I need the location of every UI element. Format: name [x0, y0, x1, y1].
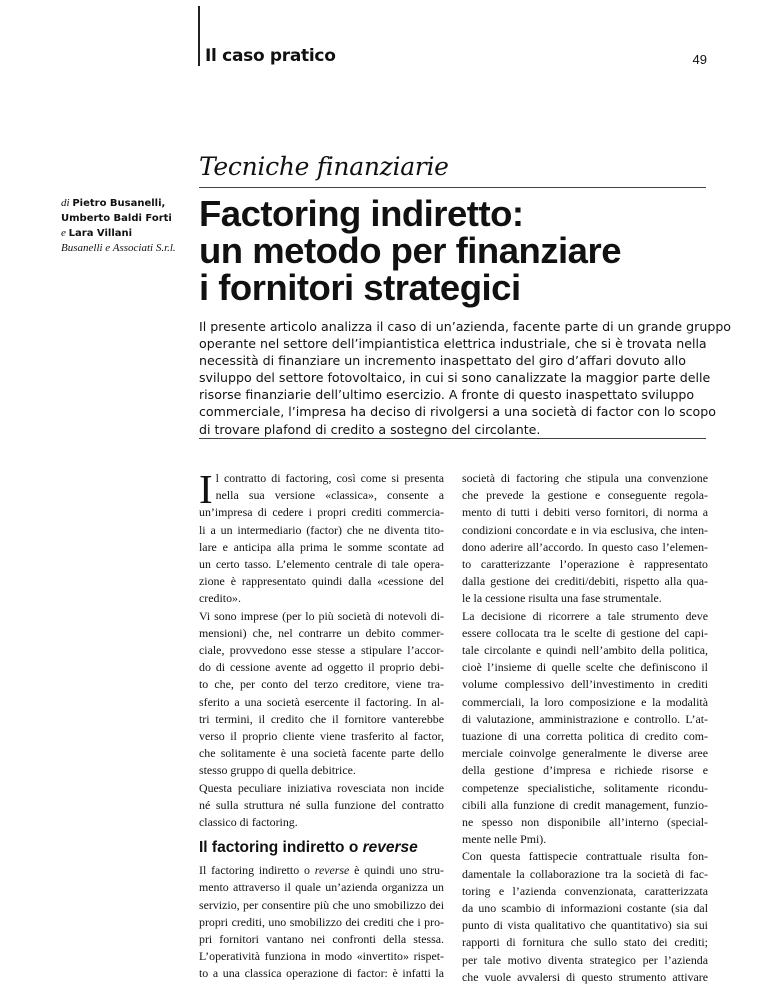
- body-line: to a una classica operazione di factor: è infatti la: [199, 966, 444, 981]
- body-line: zione è rappresentato quindi dalla «cessione del: [199, 574, 444, 589]
- body-line: servizio, per consentire più che uno smobilizzo dei: [199, 897, 444, 912]
- body-line: pri fornitori vantano nei confronti della stessa.: [199, 932, 444, 947]
- body-line: mensioni) che, nel contrarre un debito commer-: [199, 625, 444, 640]
- section-divider-bottom: [199, 438, 706, 439]
- abstract-line: Il presente articolo analizza il caso di un’azienda, facente parte di un grande gruppo: [199, 319, 732, 334]
- body-line: verso il proprio cliente viene trasferito al factor,: [199, 729, 444, 744]
- body-line: né sulla struttura né sulla funzione del contratto: [199, 797, 444, 812]
- body-line: do di cessione avente ad oggetto il proprio debi-: [199, 660, 444, 675]
- body-line: le la cessione risulta una fase strumentale.: [462, 591, 662, 606]
- body-line: che vuole avvalersi di questo strumento attivare: [462, 969, 708, 984]
- title-line: Factoring indiretto:: [199, 193, 524, 234]
- body-line: li a un intermediario (factor) che ne diventa tito-: [199, 522, 444, 537]
- body-line: ciale, provvedono esse stesse a stipulare l’accor-: [199, 643, 444, 658]
- article-title: [199, 195, 719, 306]
- body-line: propri crediti, uno smobilizzo dei crediti che i pro-: [199, 914, 444, 929]
- abstract-line: risorse finanziarie dell’ultimo esercizio. A fronte di questo inaspettato sviluppo: [199, 387, 695, 403]
- body-line: tuazione di una corretta politica di credito com-: [462, 729, 708, 744]
- paragraph: [462, 470, 708, 608]
- body-line: punto di vista qualitativo che quantitativo) sia sui: [462, 918, 708, 933]
- body-line: mento di tutti i debiti verso fornitori, di norma a: [462, 505, 708, 520]
- body-line: della gestione d’impresa e richiede risorse e: [462, 763, 708, 778]
- section-label: Tecniche finanziarie: [199, 152, 449, 181]
- paragraph: [462, 608, 708, 849]
- body-line: società di factoring che stipula una convenzione: [462, 471, 708, 485]
- paragraph: [462, 848, 708, 986]
- body-line: un certo tasso. L’elemento centrale di tale opera-: [199, 557, 444, 572]
- body-line: Il factoring indiretto o reverse è quindi uno stru-: [199, 863, 444, 878]
- header-vertical-rule: [198, 6, 200, 66]
- body-line: toring e l’azienda convenzionata, caratterizzata: [462, 883, 708, 898]
- body-line: mente nelle Pmi).: [462, 832, 547, 847]
- subheading: [199, 837, 444, 859]
- body-column-right: [462, 470, 708, 986]
- body-line: credito».: [199, 591, 241, 606]
- abstract-line: sviluppo del settore fotovoltaico, in cui si sono canalizzate la maggior parte delle: [199, 370, 711, 386]
- body-line: Questa peculiare iniziativa rovesciata non incide: [199, 780, 444, 795]
- abstract-line: commerciale, l’impresa ha deciso di rivolgersi a una società di factor con lo scopo: [199, 404, 716, 420]
- body-line: commerciali, la loro composizione e la modalità: [462, 694, 708, 709]
- body-column-left: [199, 466, 444, 983]
- body-line: cibili alla funzione di credit management, funzio-: [462, 797, 708, 812]
- section-divider-top: [199, 187, 706, 188]
- paragraph: [199, 780, 444, 832]
- subheading-text: Il factoring indiretto o: [199, 839, 363, 857]
- body-line: dono aderire all’accordo. In questo caso l’elemen-: [462, 539, 708, 554]
- body-line: Con questa fattispecie contrattuale risulta fon-: [462, 849, 708, 864]
- body-line: che solitamente è una società facente parte dello: [199, 746, 444, 761]
- body-line: Vi sono imprese (per lo più società di notevoli di-: [199, 608, 444, 623]
- body-line: condizioni concordate e in via esclusiva, che inten-: [462, 522, 708, 537]
- body-line: La decisione di ricorrere a tale strumento deve: [462, 608, 708, 623]
- body-line: to che, per conto del terzo creditore, viene tra-: [199, 677, 444, 692]
- body-line: l contratto di factoring, così come si presenta: [215, 471, 444, 485]
- title-line: i fornitori strategici: [199, 267, 521, 308]
- body-line: mento attraverso il quale un’azienda organizza un: [199, 880, 444, 895]
- body-line: tri termini, il credito che il fornitore vanterebbe: [199, 711, 444, 726]
- body-line: volume complessivo dell’investimento in crediti: [462, 677, 708, 692]
- body-line: che prevede la gestione e conseguente regola-: [462, 488, 708, 503]
- byline-di: di: [61, 197, 70, 209]
- abstract-line: necessità di finanziare un incremento inaspettato del giro d’affari dovuto allo: [199, 353, 687, 369]
- running-header-title: Il caso pratico: [205, 46, 336, 66]
- paragraph: [199, 608, 444, 780]
- body-line: stesso gruppo di quella debitrice.: [199, 763, 356, 778]
- byline-author-3: Lara Villani: [68, 228, 133, 239]
- body-line: rapporti di fornitura che sullo stato dei crediti;: [462, 935, 708, 950]
- body-line: damentale la collaborazione tra la società di fac-: [462, 866, 708, 881]
- body-line: to caratterizzante l’operazione è rappresentato: [462, 557, 708, 572]
- byline-author-1: Pietro Busanelli: [72, 198, 162, 209]
- subheading-italic: reverse: [362, 839, 418, 857]
- abstract-line: di trovare plafond di credito a sostegno del circolante.: [199, 421, 541, 437]
- body-line: classico di factoring.: [199, 815, 298, 830]
- body-line: merciale coinvolge generalmente le diverse aree: [462, 746, 708, 761]
- body-line: nella sua versione «classica», consente a: [215, 488, 444, 503]
- body-line: competenze specialistiche, solitamente ricondu-: [462, 780, 708, 795]
- body-line: di valutazione, amministrazione e controllo. L’at-: [462, 711, 708, 726]
- byline-affiliation: Busanelli e Associati S.r.l.: [61, 242, 176, 254]
- body-line: ne spesso non disponibile all’interno (special-: [462, 815, 708, 830]
- abstract-line: operante nel settore dell’impiantistica elettrica industriale, che si è trovata nella: [199, 336, 707, 352]
- body-line: dalla gestione dei crediti/debiti, rispetto alla qua-: [462, 574, 708, 589]
- body-line: cioè l’insieme di quelle scelte che definiscono il: [462, 660, 708, 675]
- byline-author-2: Umberto Baldi Forti: [61, 213, 172, 224]
- body-line: un’impresa di cedere i propri crediti commercia-: [199, 505, 444, 520]
- body-line: lare e anticipa alla prima le somme scontate ad: [199, 539, 444, 554]
- body-line: L’operatività funziona in modo «invertito» rispet-: [199, 949, 444, 964]
- body-line: da uno scambio di informazioni costante (sia dal: [462, 901, 708, 916]
- body-line: sferito a una società esercente il factoring. In al-: [199, 694, 444, 709]
- body-line: tale circolante e quindi nell’ambito della politica,: [462, 643, 708, 658]
- title-line: un metodo per finanziare: [199, 230, 621, 271]
- page-number: 49: [692, 52, 707, 67]
- body-line: per tale motivo diventa strategico per l’azienda: [462, 952, 708, 967]
- byline-e: e: [61, 227, 66, 239]
- paragraph: [199, 862, 444, 982]
- byline: di Pietro Busanelli, Umberto Baldi Forti e Lara Villani Busanelli e Associati S.r.l.: [61, 196, 196, 255]
- body-line: essere collocata tra le scelte di gestione del capi-: [462, 625, 708, 640]
- paragraph: [199, 466, 444, 608]
- drop-cap: I: [199, 466, 213, 512]
- article-abstract: [199, 318, 732, 438]
